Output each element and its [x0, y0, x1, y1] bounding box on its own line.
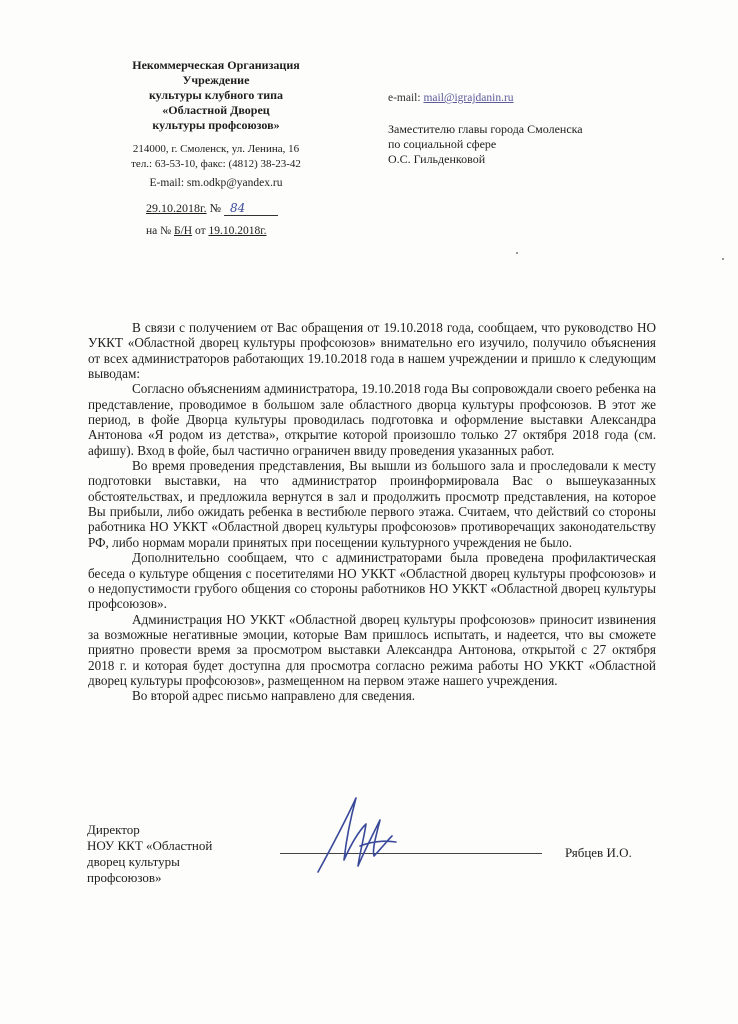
- outgoing-number-handwritten: 84: [224, 201, 278, 216]
- org-name-line-4: «Областной Дворец: [162, 103, 270, 117]
- letter-body: [88, 320, 656, 704]
- recipient-email: [388, 92, 514, 104]
- incoming-date: 19.10.2018г.: [208, 225, 267, 237]
- org-phones: тел.: 63-53-10, факс: (4812) 38-23-42: [131, 158, 301, 170]
- body-paragraph-4: Дополнительно сообщаем, что с администраторами была проведена профилактическая беседа о культуре общения с посетителями НО УККТ «Областной дворец культуры профсоюзов» и о недопустимости грубого общения со стороны работников НО УККТ «Областной дворец культуры профсоюзов».: [88, 550, 656, 612]
- addressee-line-1: Заместителю главы города Смоленска: [388, 122, 583, 136]
- handwritten-signature: [300, 790, 410, 880]
- signatory-name: Рябцев И.О.: [565, 845, 632, 860]
- outgoing-number-prefix: №: [209, 201, 222, 215]
- incoming-from: от: [194, 225, 206, 237]
- body-paragraph-5: Администрация НО УККТ «Областной дворец культуры профсоюзов» приносит извинения за возможные негативные эмоции, которые Вам пришлось испытать, и надеется, что вы сможете приятно провести время за просмотром выставки Александра Антонова, открытой с 27 октября 2018 г. и которая будет доступна для просмотра согласно режима работы НО УККТ «Областной дворец культуры профсоюзов», размещенном на первом этаже нашего учреждения.: [88, 611, 656, 688]
- org-name-line-3: культуры клубного типа: [148, 88, 284, 102]
- body-paragraph-6: Во второй адрес письмо направлено для сведения.: [132, 688, 416, 704]
- signatory-position: [87, 822, 212, 886]
- signatory-position-line-1: Директор: [87, 822, 140, 837]
- body-paragraph-3: Во время проведения представления, Вы вышли из большого зала и проследовали к месту подготовки выставки, на что администратор проинформировала Вас о вышеуказанных обстоятельствах, и предложила вернутся в зал и продолжить просмотр представления, на которое Вы прибыли, либо ожидать ребенка в вестибюле первого этажа. Считаем, что действий со стороны работника НО УККТ «Областной дворец культуры профсоюзов» противоречащих законодательству РФ, либо нормам морали принятых при посещении культурного учреждения не было.: [88, 458, 656, 550]
- recipient-email-label: e-mail:: [388, 92, 421, 104]
- addressee-line-3: О.С. Гильденковой: [388, 152, 486, 166]
- org-email: E-mail: sm.odkp@yandex.ru: [149, 177, 283, 189]
- org-address: 214000, г. Смоленск, ул. Ленина, 16: [132, 143, 300, 155]
- org-name-line-1: Некоммерческая Организация: [132, 58, 300, 72]
- letterhead: [100, 58, 332, 191]
- addressee: [388, 122, 583, 167]
- incoming-number: Б/Н: [173, 225, 193, 237]
- incoming-reference: [146, 225, 267, 237]
- scan-speck: [722, 258, 724, 260]
- signatory-position-line-2: НОУ ККТ «Областной: [87, 838, 213, 853]
- addressee-line-2: по социальной сфере: [388, 137, 497, 151]
- outgoing-date: 29.10.2018г.: [146, 201, 207, 215]
- signatory-position-line-4: профсоюзов»: [87, 870, 162, 885]
- scan-speck: [516, 252, 518, 254]
- outgoing-reference: [146, 201, 278, 216]
- incoming-prefix: на №: [146, 225, 172, 237]
- signatory-position-line-3: дворец культуры: [87, 854, 180, 869]
- recipient-email-link[interactable]: mail@igrajdanin.ru: [423, 92, 514, 104]
- org-name-line-2: Учреждение: [182, 73, 250, 87]
- org-name-line-5: культуры профсоюзов»: [152, 118, 280, 132]
- body-paragraph-2: Согласно объяснениям администратора, 19.10.2018 года Вы сопровождали своего ребенка на представление, проводимое в большом зале областного дворца культуры профсоюзов. В этот же период, в фойе Дворца культуры проводилась подготовка и оформление выставки Александра Антонова «Я родом из детства», открытие которой произошло только 27 октября 2018 года (см. афишу). Вход в фойе, был частично ограничен ввиду проведения указанных работ.: [88, 381, 656, 458]
- body-paragraph-1: В связи с получением от Вас обращения от 19.10.2018 года, сообщаем, что руководство НО УККТ «Областной дворец культуры профсоюзов» внимательно его изучило, получило объяснения от всех администраторов работающих 19.10.2018 года в нашем учреждении и пришло к следующим выводам:: [88, 320, 656, 382]
